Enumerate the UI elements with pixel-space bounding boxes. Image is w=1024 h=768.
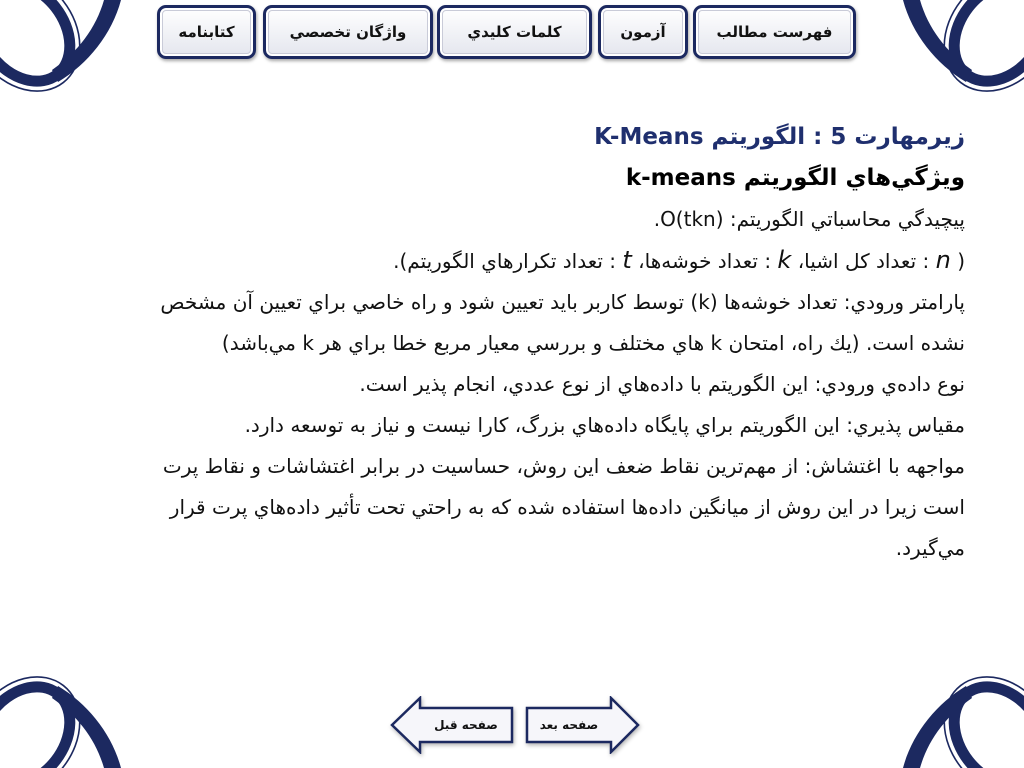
next-page-button[interactable] [525,696,641,754]
scalability-text: مقياس پذيري: اين الگوريتم براي پايگاه داده‌هاي بزرگ، كارا نيست و نياز به توسعه دارد. [244,413,965,437]
nav-button-table-of-contents[interactable]: فهرست مطالب [693,5,856,59]
previous-page-button[interactable] [389,696,515,754]
notation-text [40,240,965,282]
input-data-type-text: نوع داده‌ي ورودي: اين الگوريتم با داده‌هاي از نوع عددي، انجام پذير است. [359,372,965,396]
previous-page-label: صفحه قبل [434,718,498,732]
nav-button-glossary[interactable]: واژگان تخصصي [263,5,433,59]
paragraph-line: مي‌گيرد. [895,536,965,560]
nav-button-keywords[interactable]: كلمات كليدي [437,5,592,59]
page-title: زيرمهارت 5 : الگوريتم K-Means [594,124,965,150]
symbol-n: n [935,246,951,274]
symbol-k-description: : تعداد خوشه‌ها، [638,249,772,273]
symbol-t-description: : تعداد تكرارهاي الگوريتم). [393,249,617,273]
input-parameter-paragraph [40,282,965,364]
lesson-content [40,117,965,569]
noise-handling-paragraph [40,446,965,569]
paragraph-line: نشده است. (يك راه، امتحان k هاي مختلف و بررسي معيار مربع خطا براي هر k مي‌باشد) [221,331,965,355]
complexity-text: پيچيدگي محاسباتي الگوريتم: O(tkn). [653,207,965,231]
paragraph-line: است زيرا در اين روش از ميانگين داده‌ها استفاده شده كه به راحتي تحت تأثير داده‌هاي پرت قرار [169,495,965,519]
corner-ornament-top-left [0,0,121,113]
corner-ornament-bottom-right [903,655,1024,768]
next-page-label: صفحه بعد [539,718,599,732]
corner-ornament-top-right [903,0,1024,113]
nav-button-quiz[interactable]: آزمون [598,5,688,59]
nav-button-bibliography[interactable]: كتابنامه [157,5,256,59]
paragraph-line: مواجهه با اغتشاش: از مهم‌ترين نقاط ضعف اين روش، حساسيت در برابر اغتشاشات و نقاط پرت [162,454,965,478]
section-heading: ويژگي‌هاي الگوريتم k-means [625,165,965,191]
symbol-k: k [777,246,792,274]
symbol-t: t [622,246,632,274]
notation-open-paren: ( [957,249,965,273]
corner-ornament-bottom-left [0,655,121,768]
symbol-n-description: : تعداد كل اشيا، [797,249,930,273]
paragraph-line: پارامتر ورودي: تعداد خوشه‌ها (k) توسط كاربر بايد تعيين شود و راه خاصي براي تعيين آن مشخص [160,290,965,314]
